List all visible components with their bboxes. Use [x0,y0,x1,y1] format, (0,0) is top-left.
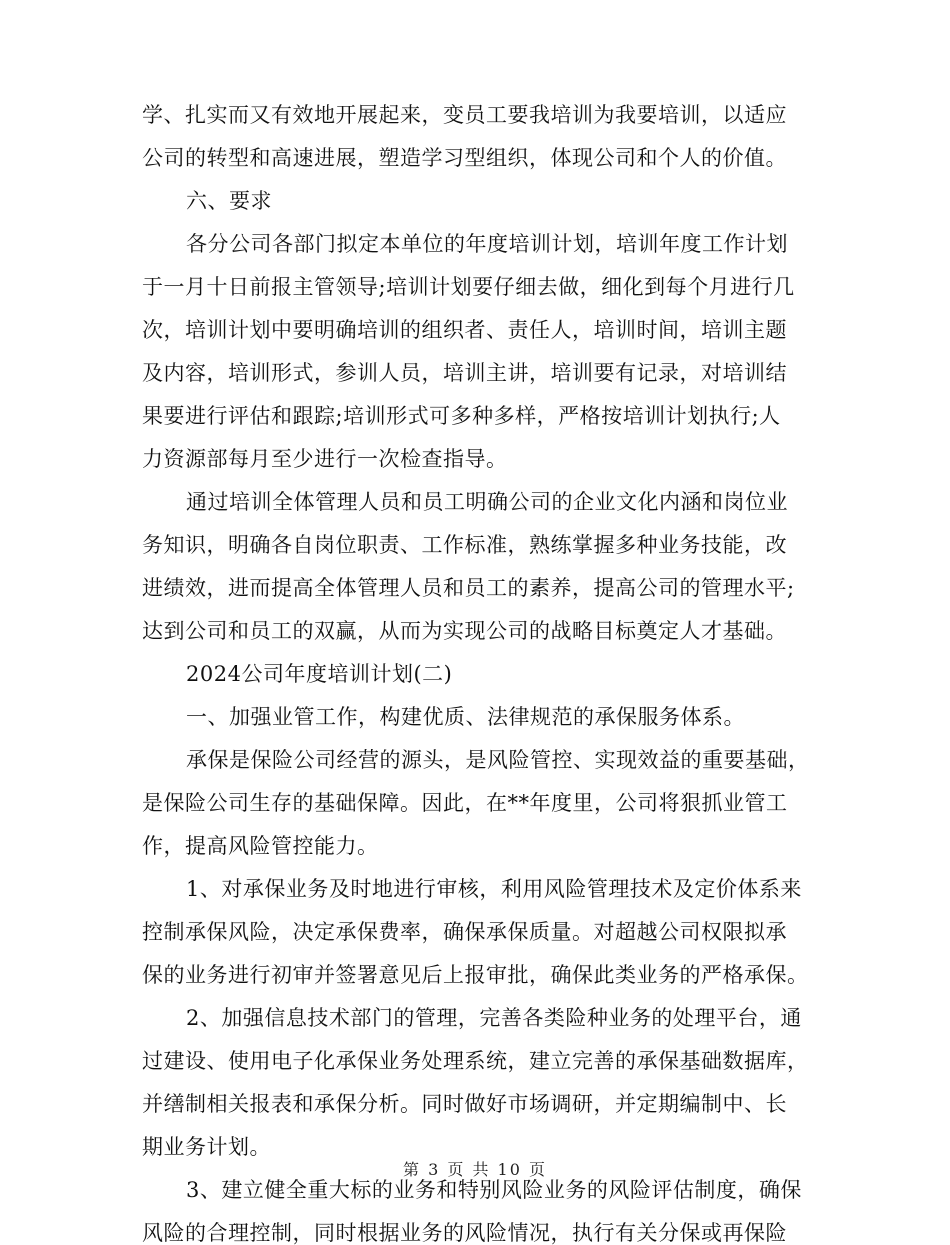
text-line: 期业务计划。 [142,1135,271,1159]
text-line: 力资源部每月至少进行一次检查指导。 [142,447,508,471]
text-line: 于一月十日前报主管领导;培训计划要仔细去做，细化到每个月进行几 [142,275,795,299]
section-heading: 一、加强业管工作，构建优质、法律规范的承保服务体系。 [186,705,745,729]
text-line: 及内容，培训形式，参训人员，培训主讲，培训要有记录，对培训结 [142,361,787,385]
text-line: 3、建立健全重大标的业务和特别风险业务的风险评估制度，确保 [186,1178,802,1202]
page-number-footer: 第 3 页 共 10 页 [403,1160,547,1179]
section-title: 2024公司年度培训计划(二) [186,662,453,686]
text-line: 进绩效，进而提高全体管理人员和员工的素养，提高公司的管理水平; [142,576,795,600]
text-line: 控制承保风险，决定承保费率，确保承保质量。对超越公司权限拟承 [142,920,787,944]
text-line: 务知识，明确各自岗位职责、工作标准，熟练掌握多种业务技能，改 [142,533,787,557]
text-line: 1、对承保业务及时地进行审核，利用风险管理技术及定价体系来 [186,877,802,901]
text-line: 达到公司和员工的双赢，从而为实现公司的战略目标奠定人才基础。 [142,619,787,643]
text-line: 果要进行评估和跟踪;培训形式可多种多样，严格按培训计划执行;人 [142,404,781,428]
text-line: 保的业务进行初审并签署意见后上报审批，确保此类业务的严格承保。 [142,963,809,987]
text-line: 风险的合理控制，同时根据业务的风险情况，执行有关分保或再保险 [142,1221,787,1245]
text-line: 承保是保险公司经营的源头，是风险管控、实现效益的重要基础， [186,748,810,772]
text-line: 公司的转型和高速进展，塑造学习型组织，体现公司和个人的价值。 [142,146,787,170]
text-line: 是保险公司生存的基础保障。因此，在**年度里，公司将狠抓业管工 [142,791,788,815]
text-line: 次，培训计划中要明确培训的组织者、责任人，培训时间，培训主题 [142,318,787,342]
section-heading: 六、要求 [186,189,272,213]
text-line: 2、加强信息技术部门的管理，完善各类险种业务的处理平台，通 [186,1006,802,1030]
text-line: 通过培训全体管理人员和员工明确公司的企业文化内涵和岗位业 [186,490,788,514]
text-line: 并缮制相关报表和承保分析。同时做好市场调研，并定期编制中、长 [142,1092,787,1116]
text-line: 学、扎实而又有效地开展起来，变员工要我培训为我要培训，以适应 [142,103,787,127]
text-line: 作，提高风险管控能力。 [142,834,379,858]
text-line: 过建设、使用电子化承保业务处理系统，建立完善的承保基础数据库， [142,1049,809,1073]
text-line: 各分公司各部门拟定本单位的年度培训计划，培训年度工作计划 [186,232,788,256]
